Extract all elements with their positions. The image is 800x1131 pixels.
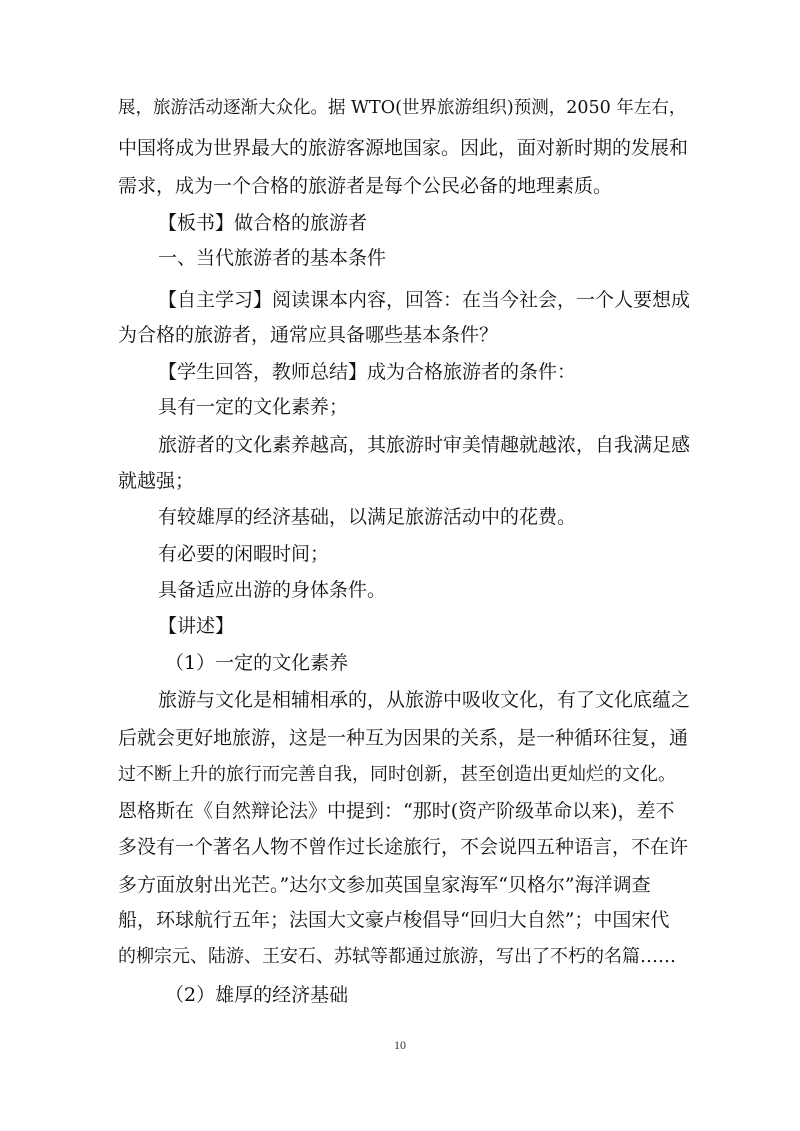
paragraph-line: 展，旅游活动逐渐大众化。据 WTO(世界旅游组织)预测，2050 年左右， — [118, 98, 687, 118]
paragraph-line: 恩格斯在《自然辩论法》中提到：“那时(资产阶级革命以来)，差不 — [118, 800, 675, 822]
section-heading: 【讲述】 — [158, 615, 235, 637]
subsection-heading: （1）一定的文化素养 — [165, 652, 349, 674]
list-item: 具备适应出游的身体条件。 — [158, 579, 387, 601]
paragraph-line: 旅游者的文化素养越高，其旅游时审美情趣就越浓，自我满足感 — [158, 434, 691, 456]
paragraph-line: 【自主学习】阅读课本内容，回答：在当今社会，一个人要想成 — [158, 289, 691, 311]
subsection-heading: （2）雄厚的经济基础 — [165, 984, 349, 1006]
paragraph-line: 的柳宗元、陆游、王安石、苏轼等都通过旅游，写出了不朽的名篇…… — [118, 946, 676, 967]
paragraph-line: 需求，成为一个合格的旅游者是每个公民必备的地理素质。 — [118, 175, 613, 197]
paragraph-line: 就越强； — [118, 470, 195, 492]
list-item: 具有一定的文化素养； — [158, 396, 349, 418]
section-heading: 【板书】做合格的旅游者 — [158, 212, 368, 234]
paragraph-line: 为合格的旅游者，通常应具备哪些基本条件？ — [118, 324, 499, 346]
list-item: 有较雄厚的经济基础，以满足旅游活动中的花费。 — [158, 506, 577, 528]
paragraph-line: 多没有一个著名人物不曾作过长途旅行，不会说四五种语言，不在许 — [118, 836, 689, 858]
list-item: 有必要的闲暇时间； — [158, 543, 330, 565]
paragraph-line: 过不断上升的旅行而完善自我，同时创新，甚至创造出更灿烂的文化。 — [118, 764, 676, 785]
paragraph-line: 多方面放射出光芒。”达尔文参加英国皇家海军“贝格尔”海洋调查 — [118, 874, 651, 896]
paragraph-line: 船，环球航行五年；法国大文豪卢梭倡导“回归大自然”；中国宋代 — [118, 909, 670, 931]
paragraph-line: 旅游与文化是相辅相承的，从旅游中吸收文化，有了文化底蕴之 — [158, 689, 691, 711]
paragraph-line: 后就会更好地旅游，这是一种互为因果的关系，是一种循环往复，通 — [118, 727, 689, 749]
section-heading: 一、当代旅游者的基本条件 — [158, 247, 387, 269]
paragraph-line: 中国将成为世界最大的旅游客源地国家。因此，面对新时期的发展和 — [118, 137, 689, 159]
page-number: 10 — [394, 1038, 406, 1052]
paragraph-line: 【学生回答，教师总结】成为合格旅游者的条件： — [158, 361, 577, 383]
